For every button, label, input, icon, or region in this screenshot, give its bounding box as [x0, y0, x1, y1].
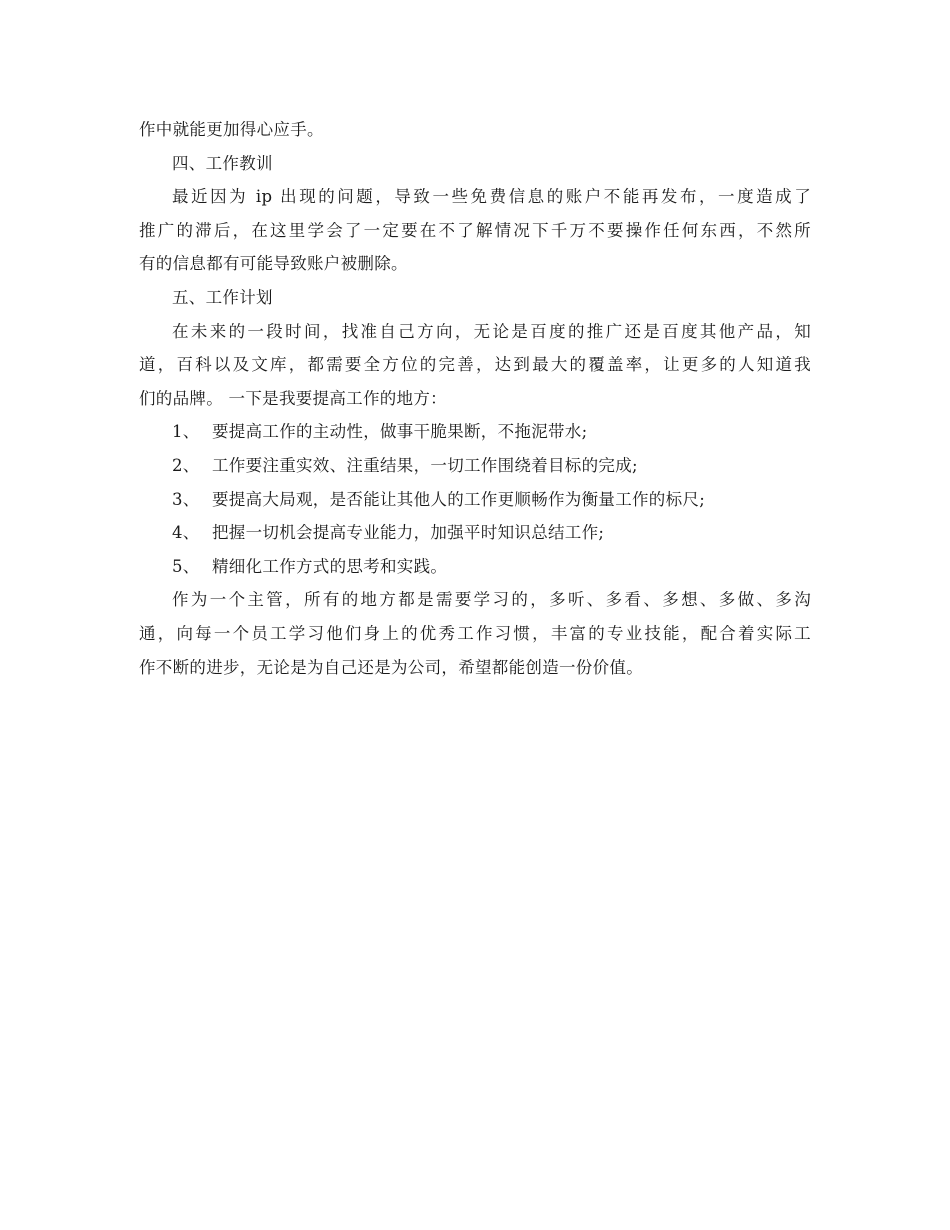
document-body [139, 113, 811, 684]
list-item-number: 1、 [172, 422, 200, 442]
list-item-text: 把握一切机会提高专业能力，加强平时知识总结工作; [212, 523, 605, 543]
paragraph-continuation: 作中就能更加得心应手。 [139, 120, 324, 139]
list-item-text: 要提高工作的主动性，做事干脆果断，不拖泥带水; [212, 422, 588, 442]
list-item-text: 要提高大局观，是否能让其他人的工作更顺畅作为衡量工作的标尺; [212, 489, 706, 509]
paragraph-lessons-line-1: 最近因为 ip 出现的问题，导致一些免费信息的账户不能再发布，一度造成了 [172, 187, 811, 207]
list-item-text: 精细化工作方式的思考和实践。 [212, 556, 448, 576]
paragraph-lessons-line-2: 推广的滞后，在这里学会了一定要在不了解情况下千万不要操作任何东西，不然所 [139, 220, 811, 240]
list-item [139, 483, 811, 517]
list-item [139, 415, 811, 449]
section-heading-lessons: 四、工作教训 [172, 153, 273, 173]
paragraph-closing-line-2: 通，向每一个员工学习他们身上的优秀工作习惯，丰富的专业技能，配合着实际工 [139, 623, 811, 643]
list-item-number: 5、 [172, 556, 200, 576]
list-item-number: 4、 [172, 523, 200, 543]
list-item [139, 516, 811, 550]
list-item-number: 2、 [172, 455, 200, 475]
paragraph-plan-line-1: 在未来的一段时间，找准自己方向，无论是百度的推广还是百度其他产品，知 [172, 321, 811, 341]
paragraph-closing-line-3: 作不断的进步，无论是为自己还是为公司，希望都能创造一份价值。 [139, 657, 643, 677]
section-heading-plan: 五、工作计划 [172, 287, 273, 307]
list-item-number: 3、 [172, 489, 200, 509]
list-item [139, 550, 811, 584]
paragraph-lessons-line-3: 有的信息都有可能导致账户被删除。 [139, 254, 408, 274]
list-item [139, 449, 811, 483]
paragraph-plan-line-2: 道，百科以及文库，都需要全方位的完善，达到最大的覆盖率，让更多的人知道我 [139, 355, 811, 375]
paragraph-plan-line-3: 们的品牌。 一下是我要提高工作的地方： [139, 388, 447, 408]
list-item-text: 工作要注重实效、注重结果，一切工作围绕着目标的完成; [212, 455, 638, 475]
paragraph-closing-line-1: 作为一个主管，所有的地方都是需要学习的，多听、多看、多想、多做、多沟 [172, 590, 811, 610]
